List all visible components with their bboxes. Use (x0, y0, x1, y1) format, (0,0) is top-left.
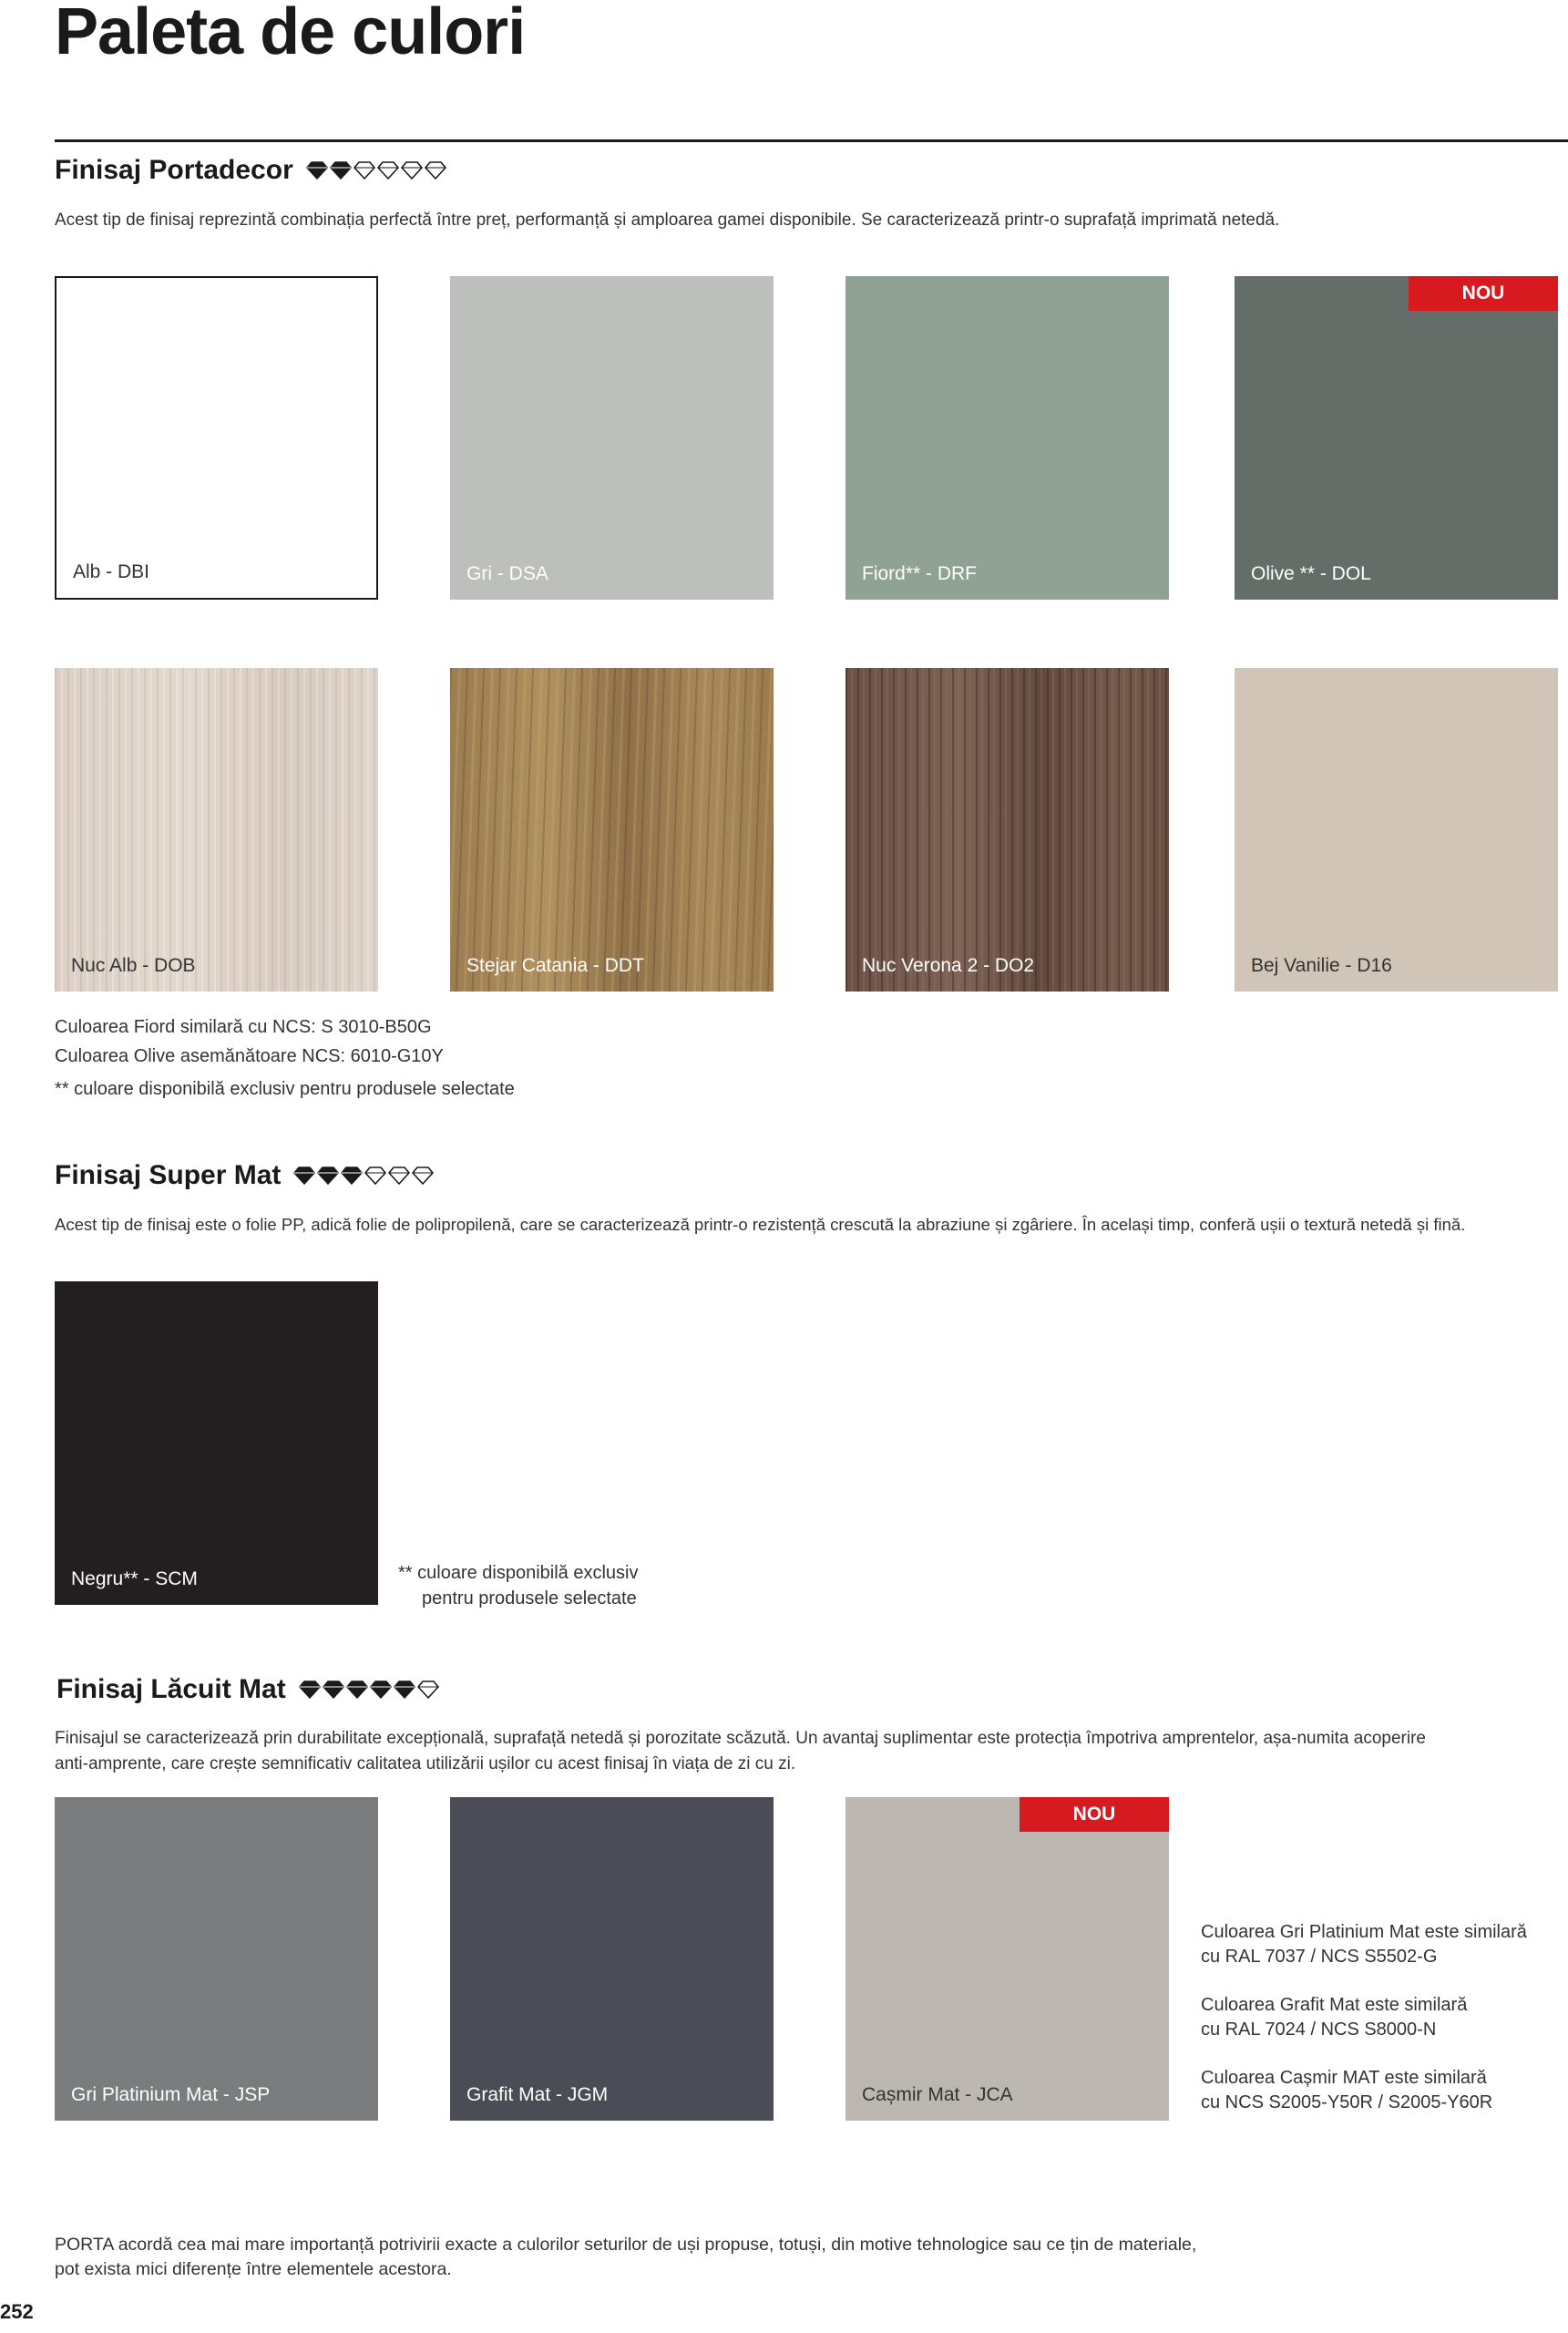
swatch-label: Olive ** - DOL (1251, 563, 1371, 584)
page-number: 252 (0, 2300, 34, 2323)
swatch-bej-vanilie-d16[interactable] (1235, 668, 1558, 992)
swatch-casmir-mat-jca[interactable] (845, 1797, 1169, 2121)
swatch-olive-dol[interactable] (1235, 276, 1558, 600)
new-badge: NOU (1409, 276, 1558, 311)
lacuit-mat-description (55, 1726, 1558, 1777)
swatch-grafit-mat-jgm[interactable] (450, 1797, 774, 2121)
swatch-label: Stejar Catania - DDT (466, 955, 644, 976)
swatch-stejar-catania-ddt[interactable] (450, 668, 774, 992)
swatch-label: Gri Platinium Mat - JSP (71, 2084, 271, 2105)
diamond-filled-icon (293, 1166, 315, 1185)
swatch-label: Bej Vanilie - D16 (1251, 955, 1392, 976)
super-mat-title: Finisaj Super Mat (55, 1160, 282, 1190)
diamond-outline-icon (377, 161, 399, 180)
swatch-negru-scm[interactable] (55, 1281, 378, 1605)
note-fiord: Culoarea Fiord similară cu NCS: S 3010-B50G (55, 1017, 432, 1037)
note-line: cu RAL 7024 / NCS S8000-N (1201, 2020, 1437, 2040)
portadecor-notes (55, 1012, 515, 1104)
swatch-nuc-verona-do2[interactable] (845, 668, 1169, 992)
section-title-portadecor (55, 155, 446, 186)
swatch-gri-platinium-mat-jsp[interactable] (55, 1797, 378, 2121)
portadecor-title: Finisaj Portadecor (55, 155, 293, 185)
footer-disclaimer (55, 2233, 1196, 2282)
diamond-filled-icon (341, 1166, 363, 1185)
top-divider (55, 139, 1568, 142)
swatch-fiord-drf[interactable] (845, 276, 1169, 600)
swatch-label: Fiord** - DRF (862, 563, 978, 584)
note-line: pentru produsele selectate (422, 1588, 637, 1608)
diamond-outline-icon (364, 1166, 386, 1185)
description-line: anti-amprente, care crește semnificativ calitatea utilizării ușilor cu acest finisaj în viața de zi cu zi. (55, 1754, 796, 1773)
note-gri-platinium (1201, 1920, 1527, 1969)
swatch-label: Negru** - SCM (71, 1568, 198, 1589)
swatch-gri-dsa[interactable] (450, 276, 774, 600)
note-exclusive: ** culoare disponibilă exclusiv pentru produsele selectate (55, 1079, 515, 1099)
footer-line: pot exista mici diferențe între elementele acestora. (55, 2259, 452, 2279)
swatch-label: Gri - DSA (466, 563, 548, 584)
portadecor-rating (306, 161, 446, 180)
diamond-outline-icon (417, 1680, 439, 1699)
new-badge: NOU (1020, 1797, 1169, 1832)
diamond-filled-icon (323, 1680, 344, 1699)
super-mat-rating (293, 1166, 434, 1185)
page-title: Paleta de culori (55, 0, 526, 68)
swatch-nuc-alb-dob[interactable] (55, 668, 378, 992)
description-line: Finisajul se caracterizează prin durabilitate excepțională, suprafață netedă și porozitate scăzută. Un avantaj suplimentar este protecția împotriva amprentelor, așa-numita acoperire (55, 1729, 1426, 1748)
note-casmir (1201, 2066, 1527, 2115)
section-title-super-mat (55, 1160, 434, 1191)
note-line: ** culoare disponibilă exclusiv (398, 1563, 639, 1583)
diamond-filled-icon (370, 1680, 392, 1699)
diamond-filled-icon (346, 1680, 368, 1699)
lacuit-mat-title: Finisaj Lăcuit Mat (56, 1674, 286, 1704)
swatch-label: Nuc Alb - DOB (71, 955, 196, 976)
section-title-lacuit-mat (56, 1674, 439, 1705)
footer-line: PORTA acordă cea mai mare importanță potrivirii exacte a culorilor seturilor de uși propuse, totuși, din motive tehnologice sau ce țin de materiale, (55, 2235, 1197, 2255)
diamond-outline-icon (388, 1166, 410, 1185)
diamond-filled-icon (330, 161, 352, 180)
swatch-label: Cașmir Mat - JCA (862, 2084, 1013, 2105)
note-olive: Culoarea Olive asemănătoare NCS: 6010-G10Y (55, 1046, 444, 1066)
note-line: cu NCS S2005-Y50R / S2005-Y60R (1201, 2092, 1493, 2112)
lacuit-mat-notes (1201, 1920, 1527, 2115)
diamond-filled-icon (394, 1680, 415, 1699)
note-line: cu RAL 7037 / NCS S5502-G (1201, 1947, 1438, 1967)
note-line: Culoarea Grafit Mat este similară (1201, 1995, 1468, 2015)
portadecor-description: Acest tip de finisaj reprezintă combinația perfectă între preț, performanță și amploarea gamei disponibile. Se caracterizează printr-o suprafață imprimată netedă. (55, 211, 1280, 230)
diamond-filled-icon (299, 1680, 321, 1699)
diamond-outline-icon (401, 161, 423, 180)
super-mat-note (398, 1560, 638, 1611)
diamond-outline-icon (412, 1166, 434, 1185)
diamond-filled-icon (306, 161, 328, 180)
diamond-outline-icon (354, 161, 375, 180)
diamond-outline-icon (425, 161, 446, 180)
swatch-label: Grafit Mat - JGM (466, 2084, 609, 2105)
note-grafit (1201, 1993, 1527, 2042)
super-mat-description: Acest tip de finisaj este o folie PP, adică folie de polipropilenă, care se caracterizează printr-o rezistență crescută la abraziune și zgâriere. În același timp, conferă ușii o textură netedă și fină. (55, 1215, 1466, 1234)
lacuit-mat-rating (299, 1680, 439, 1699)
swatch-label: Nuc Verona 2 - DO2 (862, 955, 1035, 976)
diamond-filled-icon (317, 1166, 339, 1185)
note-line: Culoarea Cașmir MAT este similară (1201, 2068, 1487, 2088)
swatch-alb-dbi[interactable] (55, 276, 378, 600)
note-line: Culoarea Gri Platinium Mat este similară (1201, 1922, 1527, 1942)
swatch-label: Alb - DBI (73, 561, 150, 582)
